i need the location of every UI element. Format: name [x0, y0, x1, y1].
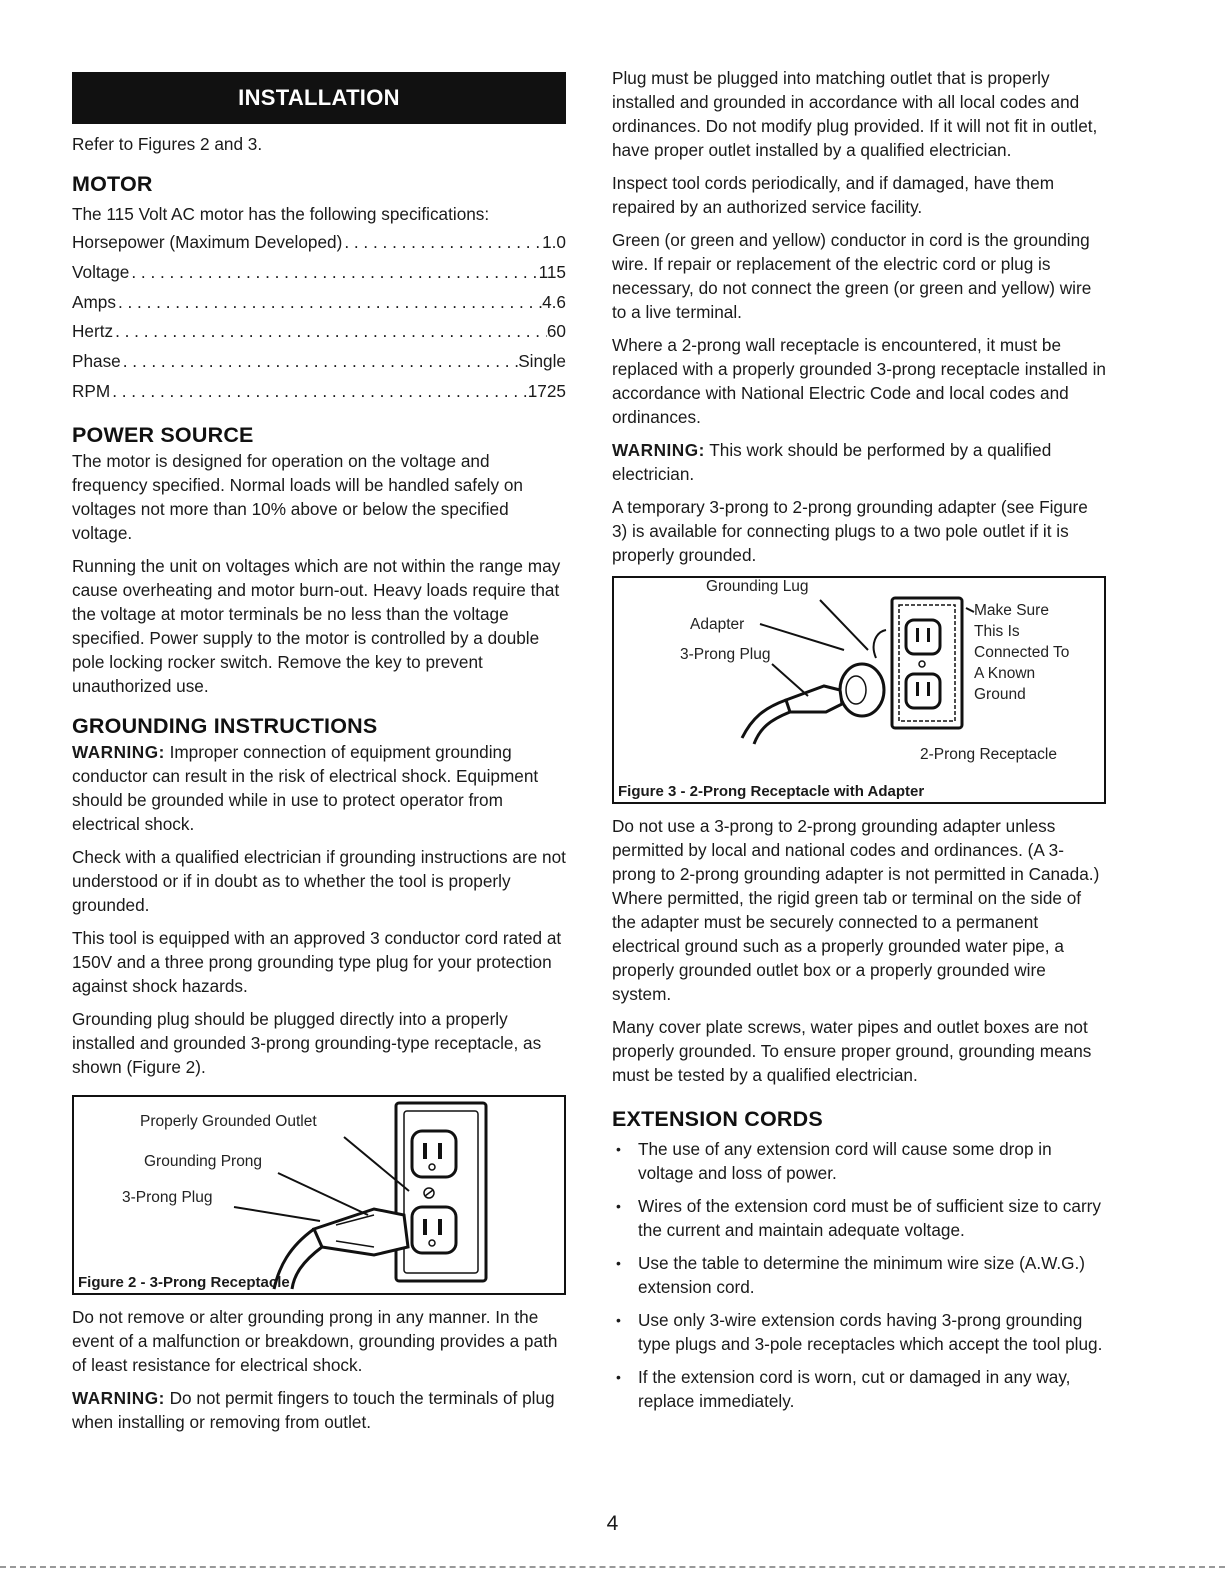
lower-receptacle [906, 674, 940, 708]
left-column [72, 72, 566, 1443]
upper-receptacle [906, 620, 940, 654]
list-item: • The use of any extension cord will cause some drop in voltage and loss of power. [612, 1137, 1106, 1185]
right-paragraph-3: Green (or green and yellow) conductor in cord is the grounding wire. If repair or replacement of the electric cord or plug is necessary, do not connect the green (or green and yellow) wire to a live terminal. [612, 230, 1092, 322]
figure-2-label-outlet: Properly Grounded Outlet [140, 1112, 317, 1130]
motor-heading: MOTOR [72, 172, 153, 196]
grounding-heading: GROUNDING INSTRUCTIONS [72, 713, 378, 738]
after-figure-2-paragraph: Do not remove or alter grounding prong in any manner. In the event of a malfunction or breakdown, grounding provides a path of least resistance for electrical shock. [72, 1306, 558, 1375]
plug-icon [314, 1209, 408, 1255]
spec-row: Phase . . . Single [72, 347, 566, 377]
intro-text: Refer to Figures 2 and 3. [72, 134, 263, 154]
figure-3-label-make-sure: Make Sure This Is Connected To A Known Ground [974, 602, 1070, 703]
power-paragraph-1: The motor is designed for operation on the voltage and frequency specified. Normal loads will be handled safely on voltages not more than 10% above or below the specified voltage. [72, 450, 523, 543]
right-column [612, 66, 1106, 1422]
grounding-paragraph-3: Grounding plug should be plugged directly into a properly installed and grounded 3-prong grounding-type receptacle, as shown (Figure 2). [72, 1008, 542, 1077]
list-item: • Use the table to determine the minimum wire size (A.W.G.) extension cord. [612, 1251, 1106, 1299]
right-paragraph-1: Plug must be plugged into matching outlet that is properly installed and grounded in accordance with all local codes and ordinances. Do not modify plug provided. If it will not fit in outlet, have proper outlet installed by a qualified electrician. [612, 68, 1098, 160]
section-banner: INSTALLATION [72, 72, 566, 124]
right-paragraph-5: A temporary 3-prong to 2-prong grounding adapter (see Figure 3) is available for connecting plugs to a two pole outlet if it is properly grounded. [612, 497, 1088, 565]
right-paragraph-4: Where a 2-prong wall receptacle is encountered, it must be replaced with a properly grounded 3-prong receptacle installed in accordance with National Electric Code and local codes and ordinances. [612, 335, 1106, 427]
figure-3-label-plug: 3-Prong Plug [680, 646, 771, 663]
spec-row: Hertz . . . 60 [72, 317, 566, 347]
electrician-warning: WARNING: This work should be performed by a qualified electrician. [612, 440, 1052, 484]
list-item: • Wires of the extension cord must be of sufficient size to carry the current and maintain adequate voltage. [612, 1194, 1106, 1242]
page-number: 4 [606, 1512, 619, 1535]
extension-cords-heading: EXTENSION CORDS [612, 1107, 823, 1131]
motor-lead: The 115 Volt AC motor has the following specifications: [72, 204, 490, 224]
warning-label: WARNING: [72, 1387, 165, 1408]
power-paragraph-2: Running the unit on voltages which are not within the range may cause overheating and motor burn-out. Heavy loads require that the voltage at motor terminals be no less than the voltage specified. Power supply to the motor is controlled by a double pole locking rocker switch. Remove the key to prevent unauthorized use. [72, 555, 561, 696]
right-paragraph-2: Inspect tool cords periodically, and if damaged, have them repaired by an authorized service facility. [612, 173, 1055, 217]
spec-row: Amps . . . 4.6 [72, 288, 566, 318]
spec-row: Horsepower (Maximum Developed) . . . 1.0 [72, 228, 566, 258]
motor-spec-list [72, 228, 566, 407]
warning-label: WARNING: [72, 741, 165, 762]
figure-3-label-lug: Grounding Lug [706, 578, 809, 595]
grounding-paragraph-2: This tool is equipped with an approved 3 conductor cord rated at 150V and a three prong grounding type plug for your protection against shock hazards. [72, 927, 562, 996]
grounding-lug-icon [874, 630, 886, 658]
figure-3 [612, 576, 1106, 804]
power-source-heading: POWER SOURCE [72, 422, 254, 447]
figure-2-label-plug: 3-Prong Plug [122, 1188, 213, 1206]
list-item: • If the extension cord is worn, cut or damaged in any way, replace immediately. [612, 1365, 1106, 1413]
cord-icon [742, 700, 786, 738]
spec-row: RPM . . . 1725 [72, 377, 566, 407]
after-figure-3-paragraph-2: Many cover plate screws, water pipes and outlet boxes are not properly grounded. To ensure proper ground, grounding means must be tested by a qualified electrician. [612, 1017, 1092, 1085]
figure-3-caption: Figure 3 - 2-Prong Receptacle with Adapter [618, 783, 925, 800]
grounding-paragraph-1: Check with a qualified electrician if grounding instructions are not understood or if in doubt as to whether the tool is properly grounded. [72, 846, 566, 915]
spec-row: Voltage . . . 115 [72, 258, 566, 288]
after-figure-3-paragraph-1: Do not use a 3-prong to 2-prong grounding adapter unless permitted by local and national codes and ordinances. (A 3-prong to 2-prong grounding adapter is not permitted in Canada.) Where permitted, the rigid green tab or terminal on the side of the adapter must be securely connected to a permanent electrical ground such as a properly grounded water pipe, a properly grounded outlet box or a properly grounded wire system. [612, 816, 1100, 1004]
terminal-warning: WARNING: Do not permit fingers to touch the terminals of plug when installing or removing from outlet. [72, 1387, 555, 1432]
extension-cords-list [612, 1137, 1106, 1413]
plug-icon [786, 686, 842, 712]
figure-3-label-receptacle: 2-Prong Receptacle [920, 746, 1057, 763]
grounding-warning: WARNING: Improper connection of equipment grounding conductor can result in the risk of electrical shock. Equipment should be grounded while in use to protect operator from electrical shock. [72, 741, 539, 834]
figure-2-caption: Figure 2 - 3-Prong Receptacle [78, 1273, 290, 1291]
bottom-rule [0, 1566, 1225, 1568]
figure-3-label-adapter: Adapter [690, 616, 745, 633]
figure-2-label-prong: Grounding Prong [144, 1152, 263, 1170]
figure-2 [72, 1095, 566, 1295]
warning-label: WARNING: [612, 440, 705, 460]
list-item: • Use only 3-wire extension cords having 3-prong grounding type plugs and 3-pole receptacles which accept the tool plug. [612, 1308, 1106, 1356]
